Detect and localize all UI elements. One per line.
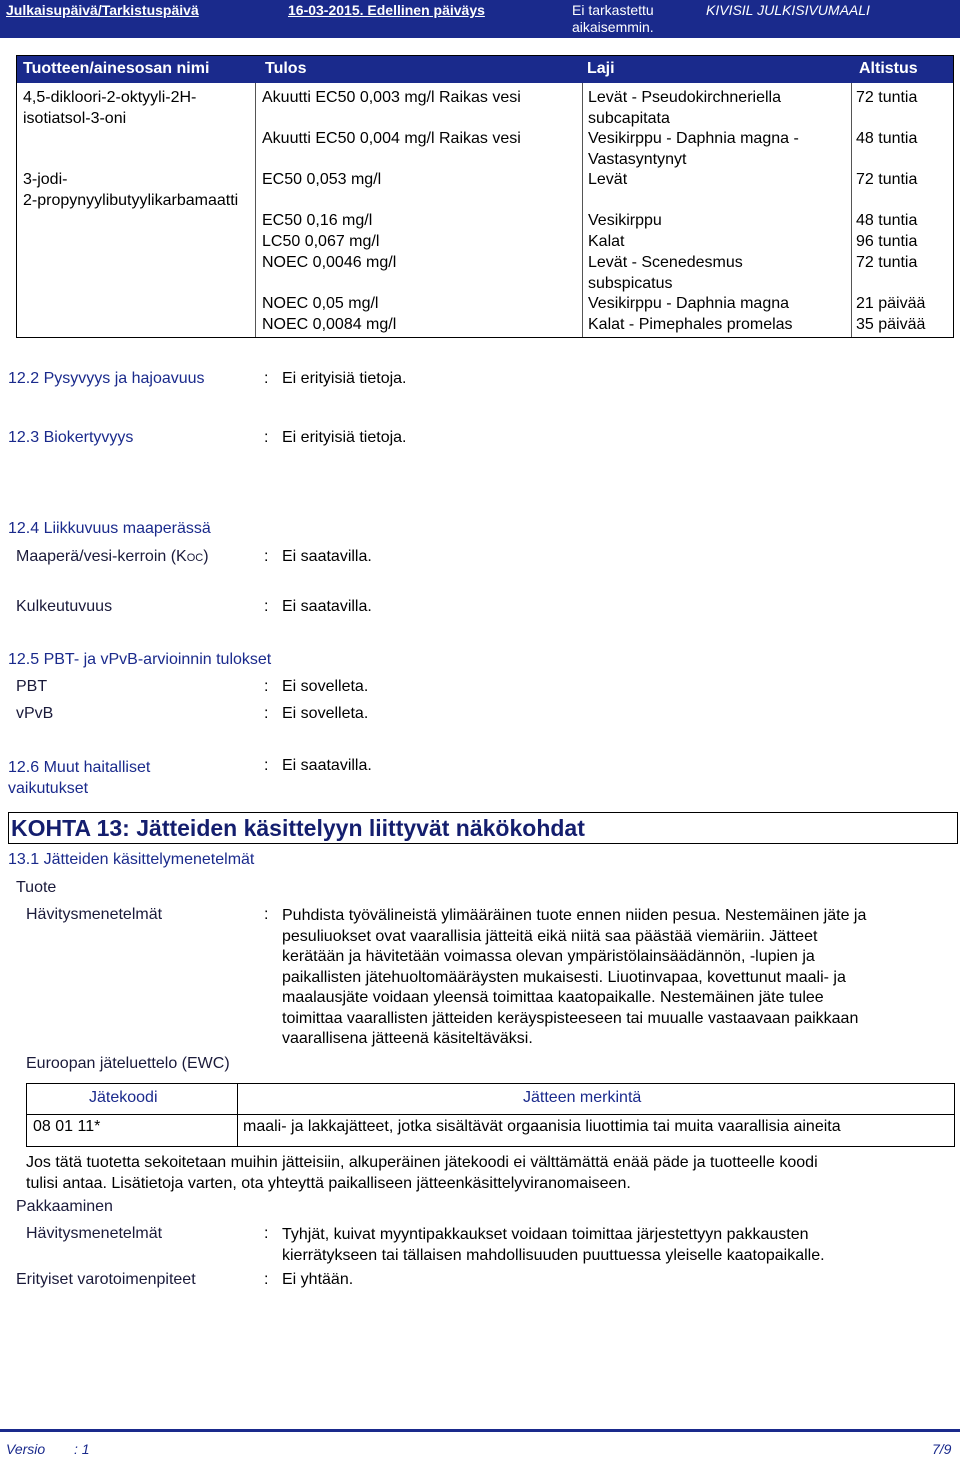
checked-note-line1: Ei tarkastettu (572, 2, 654, 18)
disposal-text: Puhdista työvälineistä ylimääräinen tuote ennen niiden pesua. Nestemäinen jäte ja pesuliuokset ovat vaarallisia jätteitä eikä niitä saa päästää viemäriin. Jätteet kerätään ja hävitetään voimassa olevan ympäristölainsäädännön, -lupien ja paikallisten jätehuoltomääräysten mukaisesti. Liuotinvapaa, kovettunut maali- ja maalausjäte voidaan yleensä toimittaa kaatopaikalle. Nestemäinen jäte tulee toimittaa vaarallisten jätteiden keräyspisteeseen tai muualle vastaavaan paikkaan vaarallisena jätteenä käsiteltäväksi. (282, 907, 867, 1047)
ewc-table (26, 1083, 955, 1147)
page-number: 7/9 (932, 1441, 952, 1457)
ewc-col-code: Jätekoodi (89, 1089, 158, 1106)
ecotoxicity-table (16, 55, 954, 338)
section-12-6-value: Ei saatavilla. (282, 757, 372, 774)
exposure-cell: 48 tuntia (856, 212, 918, 229)
exposure-cell: 21 päivää (856, 295, 926, 312)
vpvb-label: vPvB (16, 705, 54, 722)
exposure-cell: 72 tuntia (856, 171, 918, 188)
public-version-title: KIVISIL JULKISIVUMAALI (706, 2, 870, 18)
mobility-value: Ei saatavilla. (282, 598, 372, 615)
section-13-heading: KOHTA 13: Jätteiden käsittelyyn liittyvät näkökohdat (8, 812, 958, 844)
exposure-cell: 48 tuntia (856, 130, 918, 147)
substance-name: 4,5-dikloori-2-oktyyli-2H- isotiatsol-3-oni (23, 89, 197, 127)
species-cell: Levät (588, 171, 628, 188)
colon: : (264, 757, 269, 774)
col-header-exposure: Altistus (859, 60, 918, 77)
colon: : (264, 1225, 269, 1242)
pack-disposal-text: Tyhjät, kuivat myyntipakkaukset voidaan toimittaa järjestettyyn pakkausten kierrätykseen tai tällaisen mahdollisuuden puuttuessa yleiselle kaatopaikalle. (282, 1226, 825, 1264)
koc-label: Maaperä/vesi-kerroin (KOC) (16, 548, 209, 565)
species-cell: Vesikirppu (588, 212, 662, 229)
substance-name: 3-jodi- 2-propynyylibutyylikarbamaatti (23, 171, 239, 209)
ewc-col-description: Jätteen merkintä (523, 1089, 642, 1106)
section-12-3-value: Ei erityisiä tietoja. (282, 429, 407, 446)
vpvb-value: Ei sovelleta. (282, 705, 369, 722)
page-footer (0, 1429, 960, 1460)
issue-date-label[interactable]: Julkaisupäivä/Tarkistuspäivä (6, 2, 199, 18)
version-value: : 1 (74, 1441, 90, 1457)
section-12-2-label: 12.2 Pysyvyys ja hajoavuus (8, 370, 205, 387)
disposal-label: Hävitysmenetelmät (26, 906, 163, 923)
result-cell: LC50 0,067 mg/l (262, 233, 380, 250)
section-12-6-label: 12.6 Muut haitalliset vaikutukset (8, 759, 151, 797)
result-cell: EC50 0,053 mg/l (262, 171, 382, 188)
ewc-label: Euroopan jäteluettelo (EWC) (26, 1055, 230, 1072)
pbt-label: PBT (16, 678, 48, 695)
ewc-note: Jos tätä tuotetta sekoitetaan muihin jätteisiin, alkuperäinen jätekoodi ei välttämättä enää päde ja tuotteelle koodi tulisi antaa. Lisätietoja varten, ota yhteyttä paikalliseen jätteenkäsittelyviranomaiseen. (26, 1154, 818, 1192)
section-12-4-title: 12.4 Liikkuvuus maaperässä (8, 520, 211, 537)
colon: : (264, 678, 269, 695)
exposure-cell: 35 päivää (856, 316, 926, 333)
ewc-code: 08 01 11* (33, 1118, 101, 1135)
issue-date-value[interactable]: 16-03-2015. Edellinen päiväys (288, 2, 485, 18)
result-cell: NOEC 0,05 mg/l (262, 295, 379, 312)
colon: : (264, 906, 269, 923)
colon: : (264, 1271, 269, 1288)
species-cell: Kalat - Pimephales promelas (588, 316, 793, 333)
colon: : (264, 370, 269, 387)
page-header (0, 0, 960, 38)
species-cell: Vesikirppu - Daphnia magna (588, 295, 790, 312)
species-cell: Levät - Scenedesmus subspicatus (588, 254, 743, 292)
result-cell: Akuutti EC50 0,003 mg/l Raikas vesi (262, 89, 521, 106)
exposure-cell: 96 tuntia (856, 233, 918, 250)
packaging-label: Pakkaaminen (16, 1198, 113, 1215)
product-label: Tuote (16, 879, 57, 896)
exposure-cell: 72 tuntia (856, 89, 918, 106)
colon: : (264, 705, 269, 722)
col-header-name: Tuotteen/ainesosan nimi (23, 60, 210, 77)
ewc-description: maali- ja lakkajätteet, jotka sisältävät orgaanisia liuottimia tai muita vaarallisia aineita (243, 1118, 841, 1135)
pack-disposal-label: Hävitysmenetelmät (26, 1225, 163, 1242)
checked-note-line2: aikaisemmin. (572, 19, 654, 35)
species-cell: Kalat (588, 233, 625, 250)
exposure-cell: 72 tuntia (856, 254, 918, 271)
table-header (17, 56, 953, 83)
result-cell: Akuutti EC50 0,004 mg/l Raikas vesi (262, 130, 521, 147)
result-cell: NOEC 0,0084 mg/l (262, 316, 397, 333)
species-cell: Levät - Pseudokirchneriella subcapitata (588, 89, 781, 127)
col-header-result: Tulos (265, 60, 307, 77)
section-13-1-title: 13.1 Jätteiden käsittelymenetelmät (8, 851, 255, 868)
col-header-species: Laji (587, 60, 615, 77)
pbt-value: Ei sovelleta. (282, 678, 369, 695)
colon: : (264, 429, 269, 446)
colon: : (264, 548, 269, 565)
version-label: Versio (6, 1441, 46, 1457)
result-cell: NOEC 0,0046 mg/l (262, 254, 397, 271)
species-cell: Vesikirppu - Daphnia magna - Vastasyntynyt (588, 130, 799, 168)
precautions-value: Ei yhtään. (282, 1271, 354, 1288)
section-12-2-value: Ei erityisiä tietoja. (282, 370, 407, 387)
koc-value: Ei saatavilla. (282, 548, 372, 565)
mobility-label: Kulkeutuvuus (16, 598, 113, 615)
precautions-label: Erityiset varotoimenpiteet (16, 1271, 196, 1288)
section-12-3-label: 12.3 Biokertyvyys (8, 429, 134, 446)
section-12-5-title: 12.5 PBT- ja vPvB-arvioinnin tulokset (8, 651, 272, 668)
colon: : (264, 598, 269, 615)
result-cell: EC50 0,16 mg/l (262, 212, 373, 229)
